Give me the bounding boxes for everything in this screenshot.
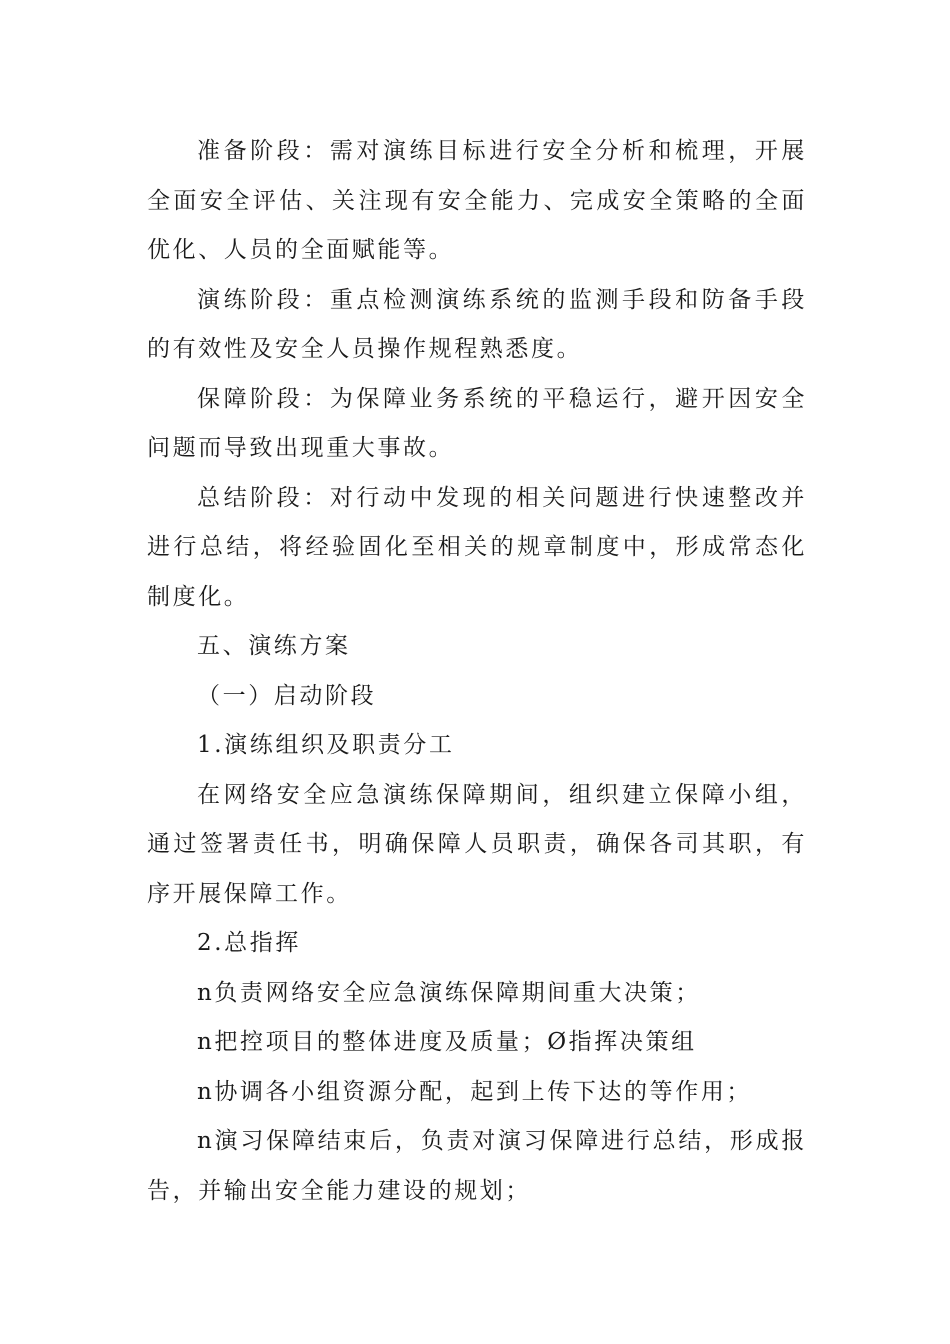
paragraph-drill-phase: 演练阶段：重点检测演练系统的监测手段和防备手段的有效性及安全人员操作规程熟悉度。 xyxy=(147,286,807,362)
paragraph-preparation-phase: 准备阶段：需对演练目标进行安全分析和梳理，开展全面安全评估、关注现有安全能力、完成安全策略的全面优化、人员的全面赋能等。 xyxy=(147,138,807,263)
paragraph-organization: 在网络安全应急演练保障期间，组织建立保障小组，通过签署责任书，明确保障人员职责，确保各司其职，有序开展保障工作。 xyxy=(147,781,807,907)
list-item: n负责网络安全应急演练保障期间重大决策； xyxy=(197,979,701,1006)
subsection-heading-startup-phase: （一）启动阶段 xyxy=(197,682,377,709)
list-item: n协调各小组资源分配，起到上传下达的等作用； xyxy=(197,1078,753,1105)
section-heading-drill-plan: 五、演练方案 xyxy=(197,633,351,659)
item-heading-commander: 2.总指挥 xyxy=(197,930,301,956)
list-item: n把控项目的整体进度及质量；Ø指挥决策组 xyxy=(197,1029,697,1055)
paragraph-support-phase: 保障阶段：为保障业务系统的平稳运行，避开因安全问题而导致出现重大事故。 xyxy=(147,385,807,461)
list-item: n演习保障结束后，负责对演习保障进行总结，形成报告，并输出安全能力建设的规划； xyxy=(147,1128,807,1204)
paragraph-summary-phase: 总结阶段：对行动中发现的相关问题进行快速整改并进行总结，将经验固化至相关的规章制度中，形成常态化制度化。 xyxy=(147,484,807,610)
item-heading-organization: 1.演练组织及职责分工 xyxy=(197,732,455,758)
document-body xyxy=(147,127,807,1216)
